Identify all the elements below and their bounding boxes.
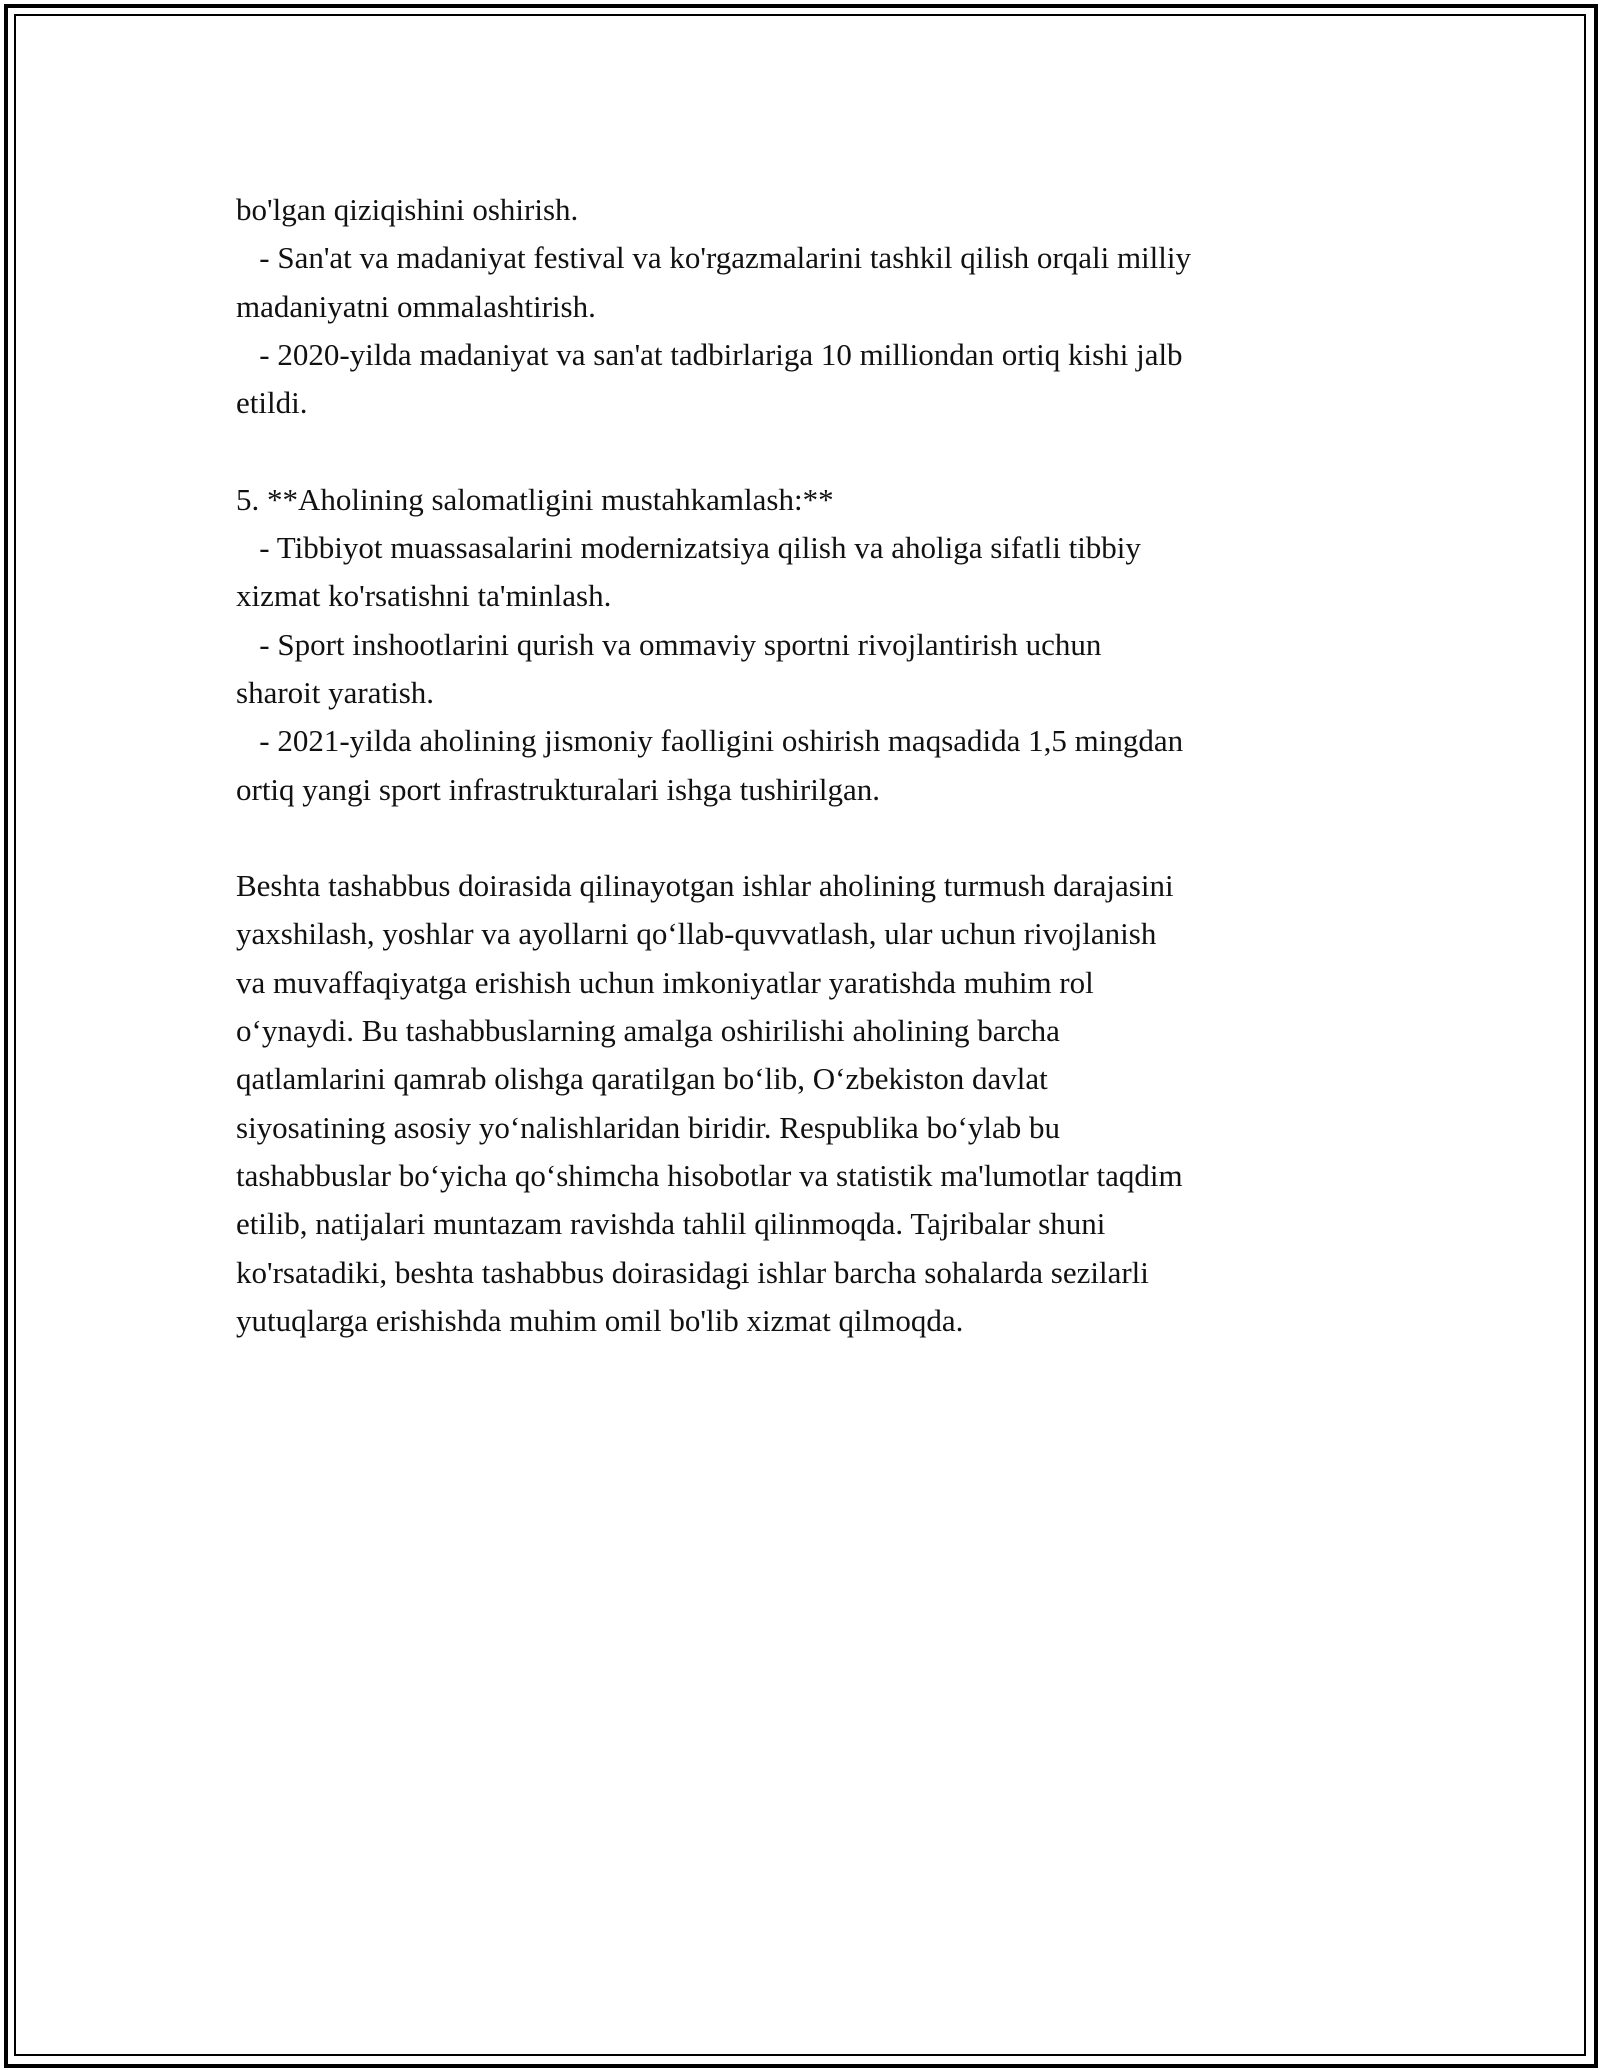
section-heading: 5. **Aholining salomatligini mustahkamlash:** — [236, 481, 834, 517]
paragraph-gap — [236, 427, 1396, 475]
text-line: va muvaffaqiyatga erishish uchun imkoniyatlar yaratishda muhim rol — [236, 964, 1094, 1000]
text-line: qatlamlarini qamrab olishga qaratilgan bo‘lib, O‘zbekiston davlat — [236, 1061, 1048, 1097]
text-line: ko'rsatadiki, beshta tashabbus doirasidagi ishlar barcha sohalarda sezilarli — [236, 1254, 1149, 1290]
text-line: siyosatining asosiy yo‘nalishlaridan biridir. Respublika bo‘ylab bu — [236, 1109, 1060, 1145]
text-line: etildi. — [236, 385, 308, 421]
text-line: - 2021-yilda aholining jismoniy faolligini oshirish maqsadida 1,5 mingdan — [236, 723, 1184, 759]
text-line: - 2020-yilda madaniyat va san'at tadbirlariga 10 milliondan ortiq kishi jalb — [236, 336, 1183, 372]
text-line: bo'lgan qiziqishini oshirish. — [236, 192, 579, 227]
document-body — [236, 186, 1396, 1345]
text-line: - Tibbiyot muassasalarini modernizatsiya qilish va aholiga sifatli tibbiy — [236, 530, 1141, 566]
text-line: etilib, natijalari muntazam ravishda tahlil qilinmoqda. Tajribalar shuni — [236, 1206, 1106, 1242]
text-line: tashabbuslar bo‘yicha qo‘shimcha hisobotlar va statistik ma'lumotlar taqdim — [236, 1157, 1183, 1193]
text-line: - San'at va madaniyat festival va ko'rgazmalarini tashkil qilish orqali milliy — [236, 240, 1192, 276]
text-line: madaniyatni ommalashtirish. — [236, 288, 596, 324]
text-line: sharoit yaratish. — [236, 674, 435, 710]
text-line: xizmat ko'rsatishni ta'minlash. — [236, 578, 612, 614]
text-line: - Sport inshootlarini qurish va ommaviy sportni rivojlantirish uchun — [236, 626, 1102, 662]
text-line: yaxshilash, yoshlar va ayollarni qo‘llab-quvvatlash, ular uchun rivojlanish — [236, 916, 1157, 952]
text-line: ortiq yangi sport infrastrukturalari ishga tushirilgan. — [236, 771, 880, 807]
text-line: Beshta tashabbus doirasida qilinayotgan ishlar aholining turmush darajasini — [236, 868, 1174, 904]
text-line: o‘ynaydi. Bu tashabbuslarning amalga oshirilishi aholining barcha — [236, 1013, 1060, 1049]
paragraph-gap — [236, 814, 1396, 862]
text-line: yutuqlarga erishishda muhim omil bo'lib xizmat qilmoqda. — [236, 1302, 964, 1338]
